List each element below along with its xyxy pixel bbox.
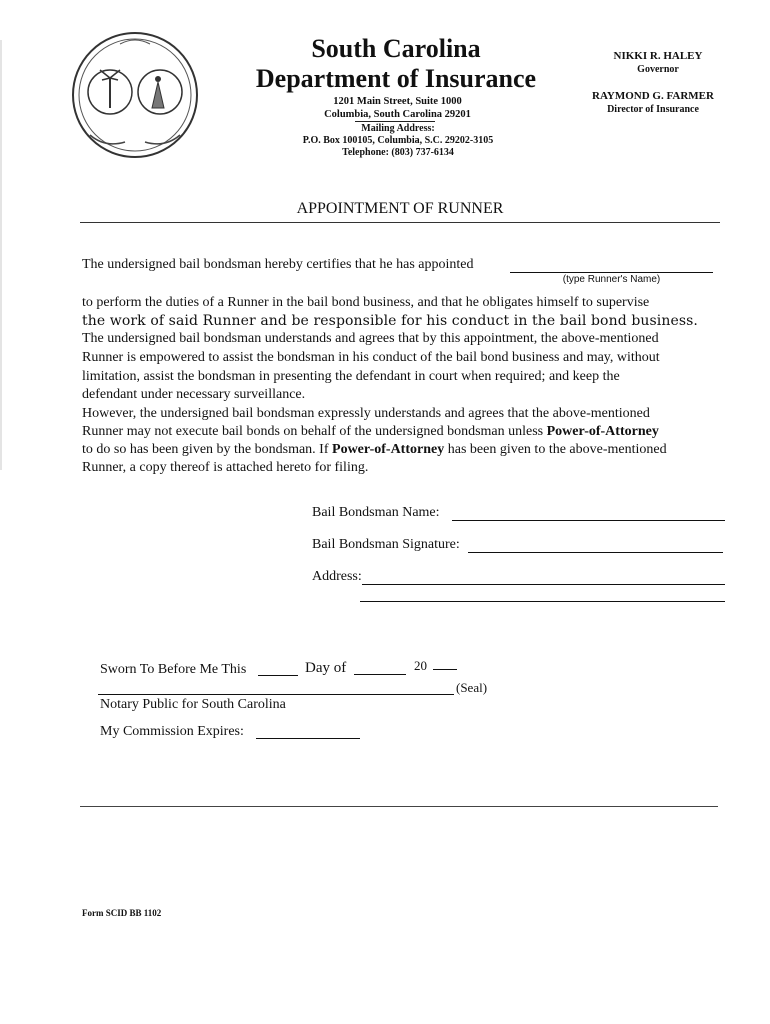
sworn-label: Sworn To Before Me This — [100, 662, 247, 677]
street-address — [300, 95, 495, 121]
body-line-8-text: Runner may not execute bail bonds on behalf of the undersigned bondsman unless — [82, 424, 547, 439]
form-heading: APPOINTMENT OF RUNNER — [296, 200, 504, 217]
notary-label: Notary Public for South Carolina — [100, 697, 286, 712]
mailing-label: Mailing Address: — [361, 123, 435, 134]
director-title: Director of Insurance — [607, 104, 699, 115]
address-field-line1[interactable] — [362, 584, 725, 585]
body-line-4: Runner is empowered to assist the bondsman in his conduct of the bail bond business and may, without — [82, 350, 660, 365]
body-line-5: limitation, assist the bondsman in presenting the defendant in court when required; and keep the — [82, 369, 620, 384]
seal-label: (Seal) — [456, 680, 488, 695]
body-line-9-text-b: has been given to the above-mentioned — [444, 442, 667, 457]
body-line-3: The undersigned bail bondsman understands and agrees that by this appointment, the above-mentioned — [82, 331, 659, 346]
body-line-2: the work of said Runner and be responsible for his conduct in the bail bond business. — [82, 313, 698, 329]
po-box-line: P.O. Box 100105, Columbia, S.C. 29202-3105 — [302, 135, 494, 146]
year-field[interactable] — [433, 669, 457, 670]
governor-block — [578, 50, 738, 76]
mailing-address — [280, 123, 516, 159]
governor-title: Governor — [637, 64, 679, 75]
body-line-7: However, the undersigned bail bondsman expressly understands and agrees that the above-mentioned — [82, 406, 650, 421]
department-title-line2: Department of Insurance — [255, 64, 537, 93]
director-name: RAYMOND G. FARMER — [592, 90, 714, 102]
power-of-attorney-term: Power-of-Attorney — [332, 442, 445, 457]
department-title-line1: South Carolina — [311, 34, 481, 63]
body-line-9 — [82, 442, 667, 458]
day-of-label: Day of — [305, 660, 347, 676]
commission-label: My Commission Expires: — [100, 724, 244, 739]
sworn-day-field[interactable] — [258, 675, 298, 676]
bondsman-name-field[interactable] — [452, 520, 725, 521]
director-block — [573, 90, 733, 116]
heading-rule — [80, 222, 720, 223]
notary-signature-field[interactable] — [98, 694, 454, 695]
runner-name-hint: (type Runner's Name) — [562, 274, 661, 285]
governor-name: NIKKI R. HALEY — [613, 50, 703, 62]
address-label: Address: — [312, 569, 362, 584]
bondsman-signature-label: Bail Bondsman Signature: — [312, 537, 460, 552]
commission-expires-field[interactable] — [256, 738, 360, 739]
address-field-line2[interactable] — [360, 601, 725, 602]
address-row — [312, 569, 727, 587]
city-line: Columbia, South Carolina 29201 — [324, 109, 471, 120]
bondsman-name-row — [312, 505, 727, 523]
month-field[interactable] — [354, 674, 406, 675]
body-line-1: to perform the duties of a Runner in the bail bond business, and that he obligates himself to supervise — [82, 295, 650, 310]
commission-row — [100, 724, 370, 744]
bottom-rule — [80, 806, 718, 807]
telephone-line: Telephone: (803) 737-6134 — [342, 147, 454, 158]
bondsman-signature-row — [312, 537, 727, 555]
scan-edge — [0, 40, 2, 470]
power-of-attorney-term: Power-of-Attorney — [546, 424, 659, 439]
body-line-8 — [82, 424, 659, 440]
form-number: Form SCID BB 1102 — [82, 908, 162, 918]
sworn-row — [100, 660, 470, 680]
bondsman-signature-field[interactable] — [468, 552, 723, 553]
state-seal-icon — [70, 30, 200, 160]
mailing-divider — [355, 121, 435, 122]
body-line-9-text-a: to do so has been given by the bondsman. If — [82, 442, 333, 457]
bondsman-name-label: Bail Bondsman Name: — [312, 505, 440, 520]
street-line: 1201 Main Street, Suite 1000 — [333, 96, 462, 107]
body-line-10: Runner, a copy thereof is attached hereto for filing. — [82, 460, 369, 475]
body-line-6: defendant under necessary surveillance. — [82, 387, 306, 402]
runner-name-field[interactable] — [510, 272, 713, 273]
intro-text: The undersigned bail bondsman hereby certifies that he has appointed — [82, 257, 474, 272]
year-prefix: 20 — [414, 658, 427, 673]
